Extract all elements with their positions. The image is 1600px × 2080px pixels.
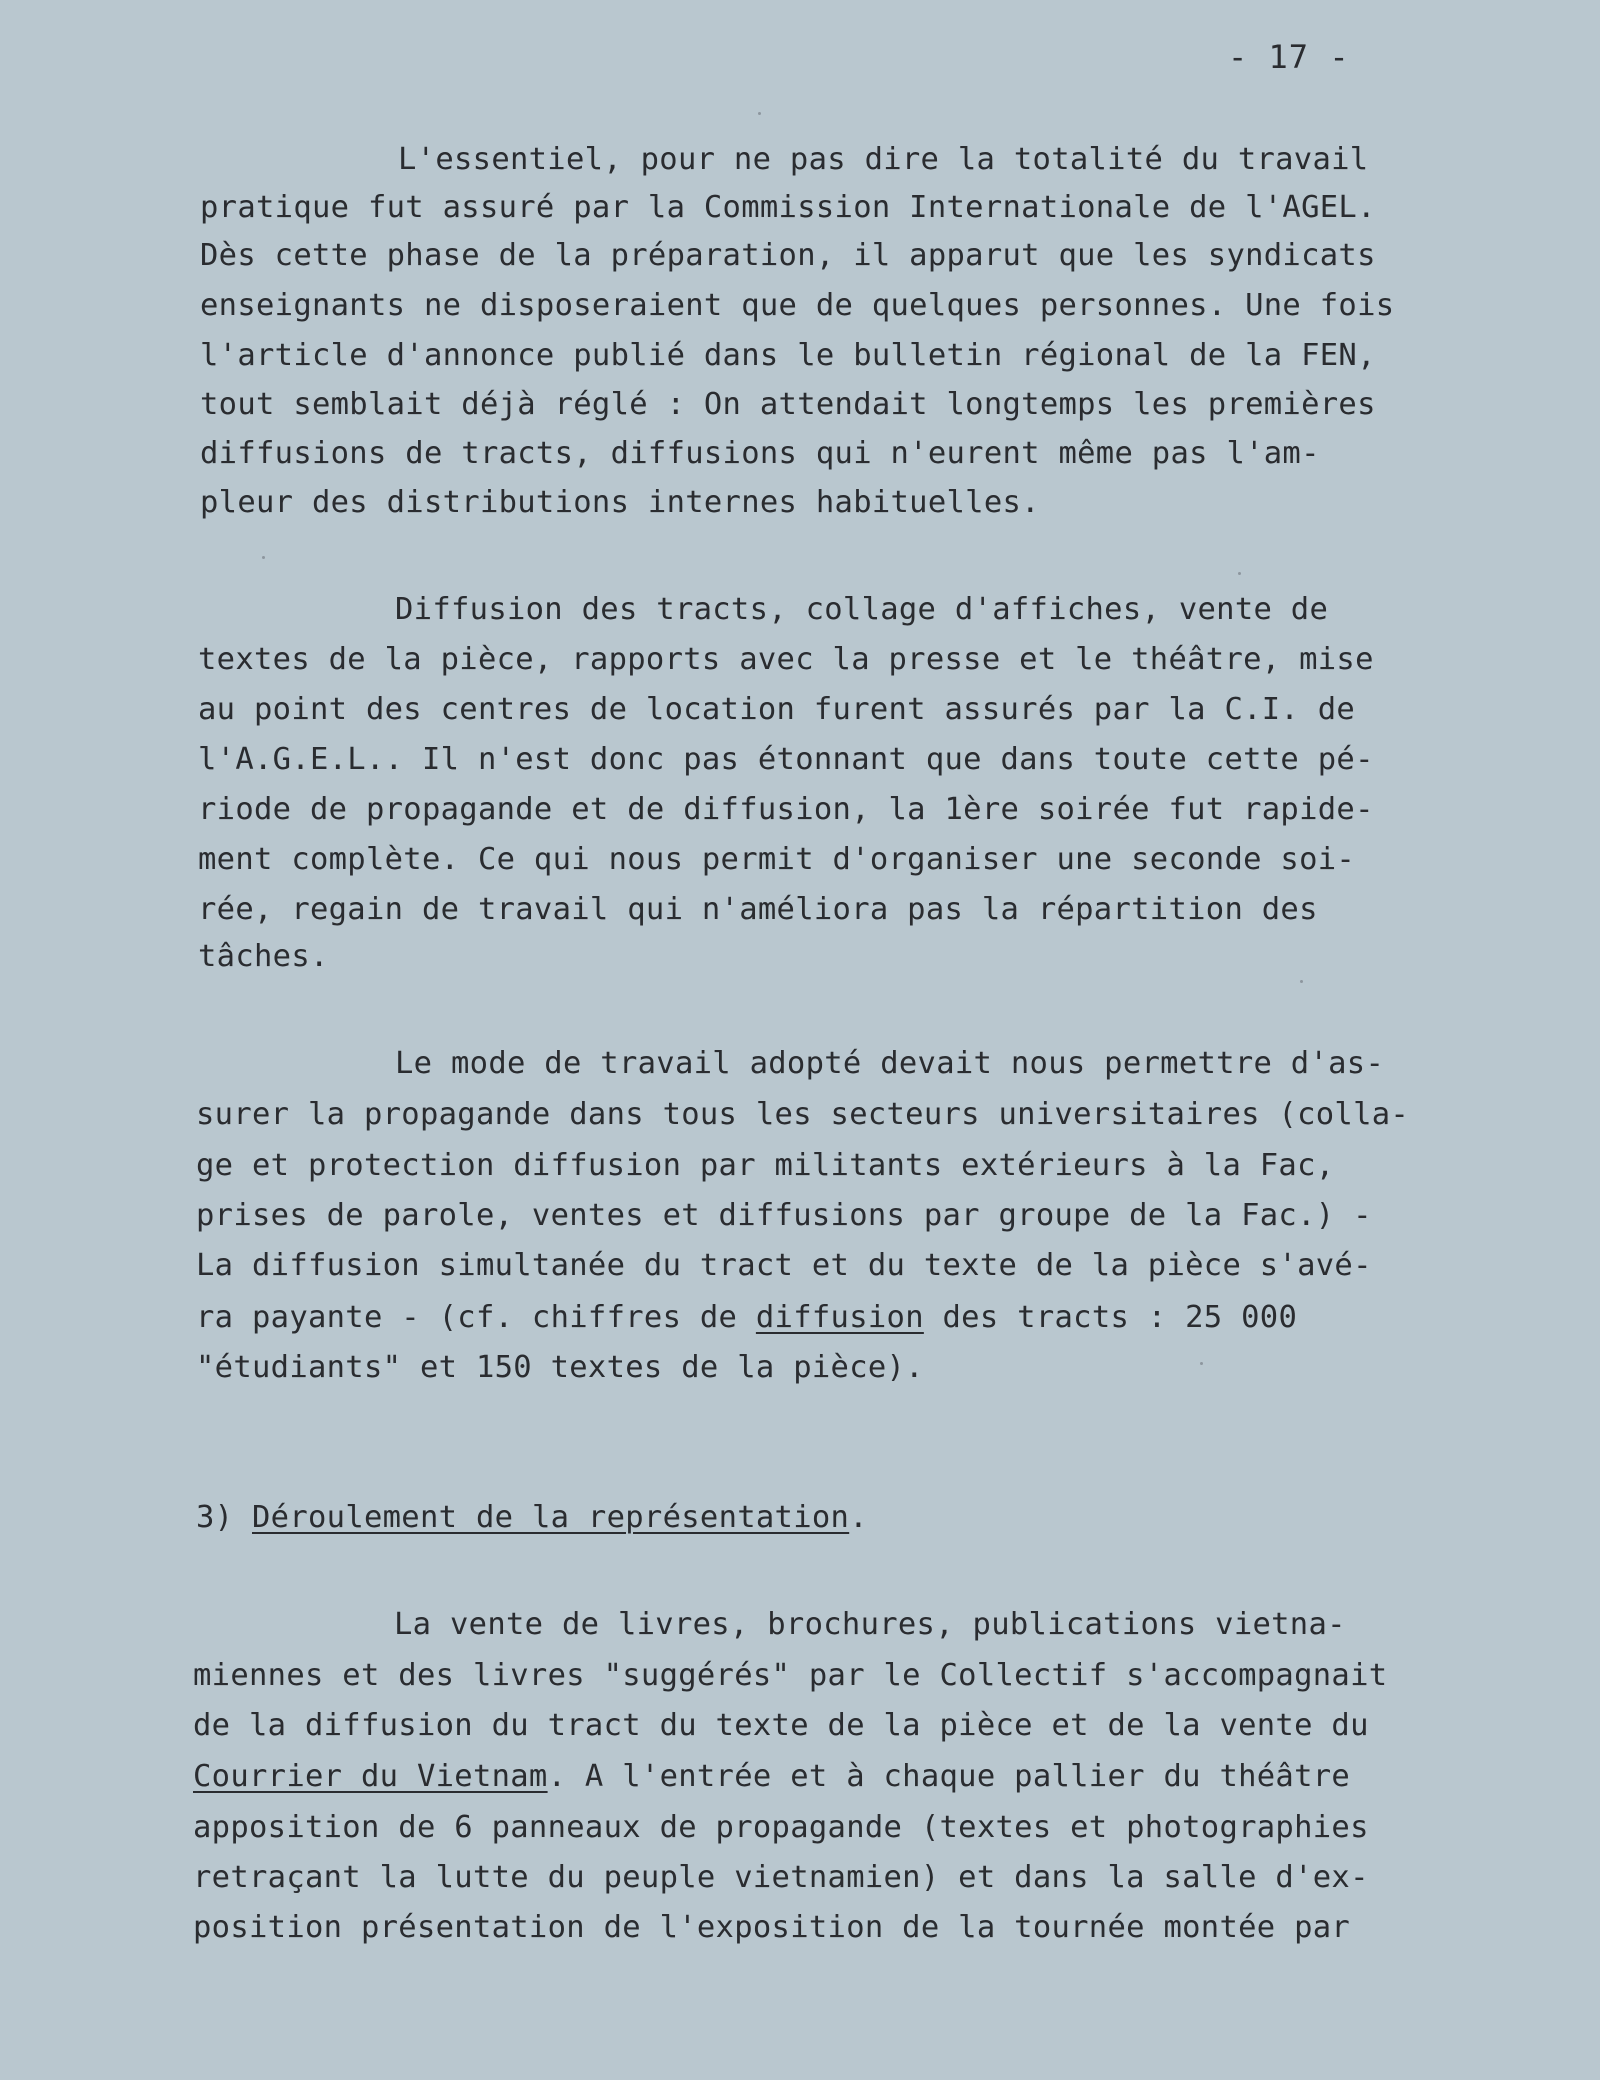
paragraph-line: Dès cette phase de la préparation, il apparut que les syndicats xyxy=(200,238,1376,273)
paragraph-line: retraçant la lutte du peuple vietnamien) et dans la salle d'ex- xyxy=(193,1860,1369,1895)
paragraph-line: pleur des distributions internes habituelles. xyxy=(200,485,1040,520)
paper-speck xyxy=(758,112,761,115)
paragraph-line: ge et protection diffusion par militants extérieurs à la Fac, xyxy=(196,1148,1335,1183)
paragraph-line: diffusions de tracts, diffusions qui n'eurent même pas l'am- xyxy=(200,436,1320,471)
paper-speck xyxy=(1238,572,1241,575)
paragraph-line: enseignants ne disposeraient que de quelques personnes. Une fois xyxy=(200,288,1395,323)
paragraph-line: rée, regain de travail qui n'améliora pas la répartition des xyxy=(198,892,1318,927)
paragraph-line: prises de parole, ventes et diffusions par groupe de la Fac.) - xyxy=(196,1198,1372,1233)
section-number: 3) xyxy=(196,1500,252,1535)
paragraph-line: de la diffusion du tract du texte de la pièce et de la vente du xyxy=(193,1708,1369,1743)
paragraph-line: La diffusion simultanée du tract et du texte de la pièce s'avé- xyxy=(196,1248,1372,1283)
paragraph-line: riode de propagande et de diffusion, la 1ère soirée fut rapide- xyxy=(198,792,1374,827)
paragraph-line: miennes et des livres "suggérés" par le Collectif s'accompagnait xyxy=(193,1658,1388,1693)
paragraph-line: tout semblait déjà réglé : On attendait longtemps les premières xyxy=(200,387,1376,422)
paragraph-line: au point des centres de location furent assurés par la C.I. de xyxy=(198,692,1356,727)
paragraph-line: "étudiants" et 150 textes de la pièce). xyxy=(196,1350,924,1385)
paragraph-line: l'A.G.E.L.. Il n'est donc pas étonnant que dans toute cette pé- xyxy=(198,742,1374,777)
underlined-word: diffusion xyxy=(755,1300,924,1335)
section-title-end: . xyxy=(849,1500,868,1535)
paragraph-line: tâches. xyxy=(198,939,329,974)
paragraph-line: surer la propagande dans tous les secteurs universitaires (colla- xyxy=(196,1097,1410,1132)
line-text: . A l'entrée et à chaque pallier du théâtre xyxy=(547,1759,1351,1794)
line-text: ra payante - (cf. chiffres de xyxy=(196,1300,756,1335)
paragraph-line: textes de la pièce, rapports avec la presse et le théâtre, mise xyxy=(198,642,1374,677)
paragraph-line: La vente de livres, brochures, publications vietna- xyxy=(394,1607,1346,1642)
section-title: Déroulement de la représentation xyxy=(252,1500,850,1535)
paragraph-line: position présentation de l'exposition de la tournée montée par xyxy=(193,1910,1351,1945)
paragraph-line: apposition de 6 panneaux de propagande (textes et photographies xyxy=(193,1810,1369,1845)
paragraph-line xyxy=(193,1757,1350,1797)
page-number: - 17 - xyxy=(1228,38,1350,76)
paragraph-line: Le mode de travail adopté devait nous permettre d'as- xyxy=(395,1046,1385,1081)
paragraph-line: l'article d'annonce publié dans le bulletin régional de la FEN, xyxy=(200,338,1376,373)
underlined-title: Courrier du Vietnam xyxy=(193,1759,548,1794)
line-text: des tracts : 25 000 xyxy=(923,1300,1298,1335)
section-heading xyxy=(196,1498,868,1538)
paragraph-line: Diffusion des tracts, collage d'affiches, vente de xyxy=(395,592,1329,627)
paragraph-line xyxy=(196,1298,1297,1338)
paper-speck xyxy=(262,556,265,559)
paper-speck xyxy=(1200,1362,1203,1365)
paragraph-line: pratique fut assuré par la Commission Internationale de l'AGEL. xyxy=(200,190,1376,225)
paragraph-line: L'essentiel, pour ne pas dire la totalité du travail xyxy=(398,142,1369,177)
paper-speck xyxy=(1300,980,1303,983)
paragraph-line: ment complète. Ce qui nous permit d'organiser une seconde soi- xyxy=(198,842,1356,877)
